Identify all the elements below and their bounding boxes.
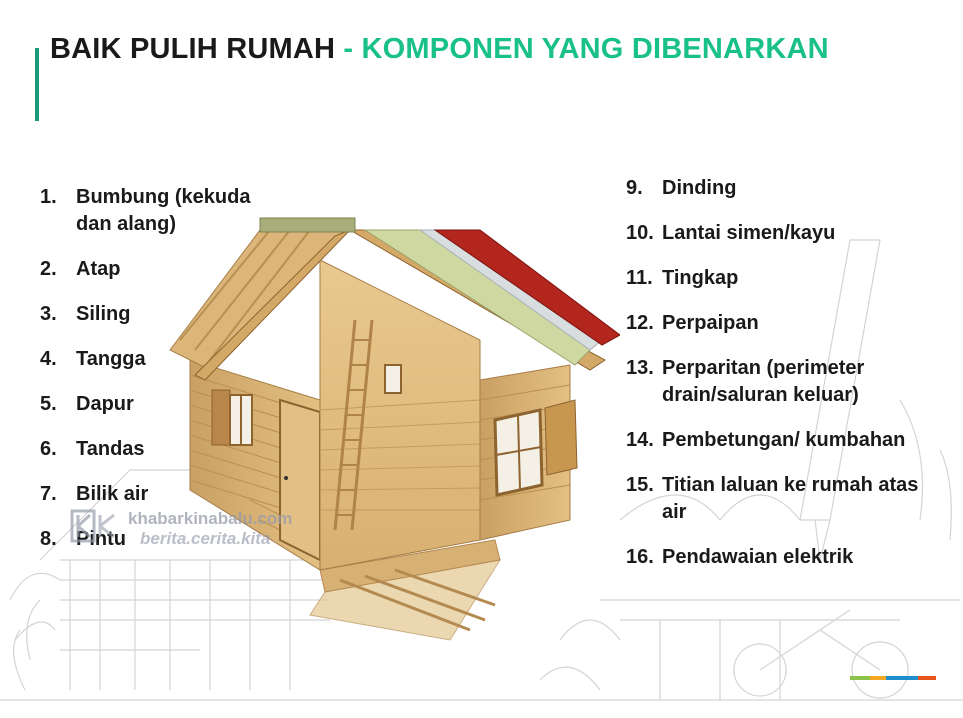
list-item [40, 184, 280, 238]
list-item [626, 427, 946, 454]
footer-strip-blue [886, 676, 918, 680]
list-item [626, 175, 946, 202]
item-text: Perparitan (perimeter drain/saluran keluar) [662, 357, 865, 406]
list-item [626, 355, 946, 409]
list-item [40, 481, 280, 508]
item-text: Pintu [76, 528, 126, 550]
item-number: 5. [40, 393, 57, 415]
item-text: Dinding [662, 177, 737, 199]
list-item [40, 391, 280, 418]
item-number: 11. [626, 267, 653, 289]
item-number: 4. [40, 348, 57, 370]
item-text: Pendawaian elektrik [662, 546, 854, 568]
item-text: Atap [76, 258, 121, 280]
item-number: 9. [626, 177, 643, 199]
component-list-left [40, 184, 280, 553]
title-sub: - KOMPONEN YANG DIBENARKAN [343, 33, 829, 65]
footer-strip-red [918, 676, 936, 680]
item-number: 13. [626, 357, 654, 379]
item-number: 1. [40, 186, 57, 208]
watermark-site: khabarkinabalu.com [128, 509, 293, 528]
item-text: Lantai simen/kayu [662, 222, 836, 244]
list-item [40, 256, 280, 283]
item-text: Pembetungan/ kumbahan [662, 429, 906, 451]
item-text: Siling [76, 303, 131, 325]
page-title [50, 33, 829, 66]
footer-strip-green [850, 676, 870, 680]
item-number: 12. [626, 312, 654, 334]
item-text: Dapur [76, 393, 134, 415]
item-number: 10. [626, 222, 654, 244]
item-text: Perpaipan [662, 312, 759, 334]
item-number: 8. [40, 528, 57, 550]
item-number: 6. [40, 438, 57, 460]
watermark-tagline: berita.cerita.kita [140, 529, 271, 548]
component-list-right [626, 175, 946, 571]
item-text: Bilik air [76, 483, 149, 505]
footer-strip-orange [870, 676, 886, 680]
list-item [40, 346, 280, 373]
title-accent-bar [35, 48, 39, 121]
list-item [40, 436, 280, 463]
item-number: 16. [626, 546, 654, 568]
item-text: Tandas [76, 438, 145, 460]
list-item [626, 220, 946, 247]
item-text: Tingkap [662, 267, 739, 289]
item-text: Bumbung (kekuda dan alang) [76, 186, 251, 235]
list-item [626, 544, 946, 571]
item-number: 14. [626, 429, 654, 451]
list-item [626, 310, 946, 337]
list-item [626, 265, 946, 292]
item-text: Tangga [76, 348, 146, 370]
item-number: 3. [40, 303, 57, 325]
item-number: 15. [626, 474, 654, 496]
item-number: 7. [40, 483, 57, 505]
list-item [626, 472, 946, 526]
item-number: 2. [40, 258, 57, 280]
item-text: Titian laluan ke rumah atas air [662, 474, 919, 523]
title-main: BAIK PULIH RUMAH [50, 33, 336, 65]
list-item [40, 301, 280, 328]
watermark-logo-icon [70, 507, 124, 545]
